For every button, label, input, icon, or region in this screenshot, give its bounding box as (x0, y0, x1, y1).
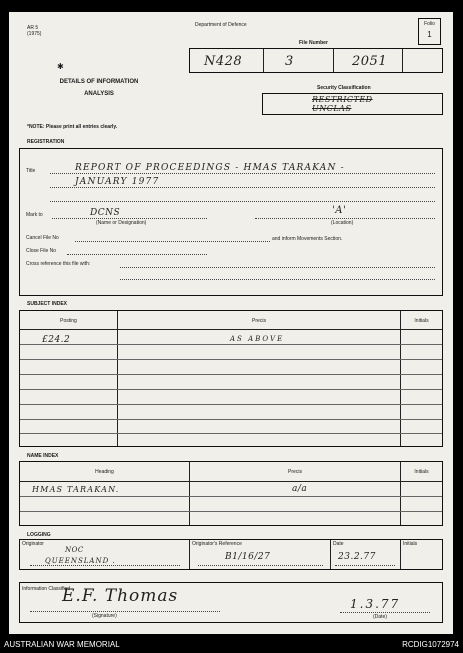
folio-box (418, 18, 441, 45)
security-box (262, 93, 443, 115)
classification-box (19, 582, 443, 623)
close-file-label: Close File No (26, 248, 57, 254)
signature-caption: (Signature) (92, 613, 117, 619)
title-line2: JANUARY 1977 (75, 177, 160, 187)
originator-label: Originator (22, 541, 44, 547)
reference-value: B1/16/27 (225, 552, 271, 562)
file-number-part-2: 3 (285, 54, 294, 69)
originator-line1: NOC (65, 546, 84, 554)
print-note: *NOTE: Please print all entries clearly. (27, 124, 118, 130)
punch-mark: ✱ (57, 62, 64, 71)
date-label: Date (333, 541, 344, 547)
form-title-line2: ANALYSIS (84, 91, 114, 97)
subject-index-table (19, 310, 443, 447)
mark-to-value: DCNS (90, 208, 121, 218)
file-number-part-3: 2051 (352, 54, 388, 69)
name-designation-caption: (Name or Designation) (96, 220, 147, 226)
footer-archive-name: AUSTRALIAN WAR MEMORIAL (4, 640, 120, 649)
form-year: (1975) (27, 31, 42, 37)
name-row-heading: HMAS TARAKAN. (32, 485, 120, 494)
folio-value: 1 (427, 30, 432, 39)
folio-label: Folio (424, 21, 435, 27)
footer-record-id: RCDIG1072974 (402, 640, 459, 649)
name-index-table (19, 461, 443, 526)
name-col-initials: Initials (414, 469, 429, 475)
name-row-precis: a/a (292, 484, 308, 494)
date-caption: (Date) (373, 614, 387, 620)
classified-label: Information Classified (22, 586, 71, 592)
name-col-heading: Heading (95, 469, 114, 475)
originator-line2: QUEENSLAND . (45, 557, 116, 565)
security-label: Security Classification (317, 85, 371, 91)
mark-to-label: Mark to (26, 212, 43, 218)
subject-col-initials: Initials (414, 318, 429, 324)
location-value: 'A' (332, 205, 347, 216)
subject-row-posting: £24.2 (42, 335, 71, 345)
registration-heading: REGISTRATION (27, 139, 65, 145)
form-code: AR 5 (27, 25, 39, 31)
subject-index-heading: SUBJECT INDEX (27, 301, 68, 307)
department-name: Department of Defence (195, 22, 247, 28)
file-number-box (189, 48, 443, 73)
logging-heading: LOGGING (27, 532, 51, 538)
cross-reference-label: Cross reference this file with: (26, 261, 91, 267)
classification-date: 1.3.77 (350, 597, 401, 611)
file-number-label: File Number (299, 40, 328, 46)
date-value: 23.2.77 (338, 552, 376, 562)
initials-label: Initials (403, 541, 418, 547)
subject-col-posting: Posting (60, 318, 77, 324)
name-col-precis: Precis (288, 469, 302, 475)
logging-box (19, 539, 443, 570)
title-line1: REPORT OF PROCEEDINGS - HMAS TARAKAN - (75, 163, 345, 173)
title-label: Title (26, 168, 36, 174)
location-caption: (Location) (331, 220, 354, 226)
subject-col-precis: Precis (252, 318, 266, 324)
reference-label: Originator's Reference (192, 541, 242, 547)
file-number-part-1: N428 (204, 54, 243, 69)
cancel-file-label: Cancel File No (26, 235, 59, 241)
security-value: RESTRICTED (312, 95, 373, 104)
form-sheet (9, 12, 453, 634)
signature: E.F. Thomas (62, 586, 179, 606)
registration-box (19, 148, 443, 296)
subject-row-precis: AS ABOVE (230, 335, 285, 343)
security-struck: UNCLAS (312, 104, 352, 113)
name-index-heading: NAME INDEX (27, 453, 59, 459)
inform-text: and inform Movements Section. (272, 236, 343, 242)
form-title-line1: DETAILS OF INFORMATION (59, 79, 139, 85)
